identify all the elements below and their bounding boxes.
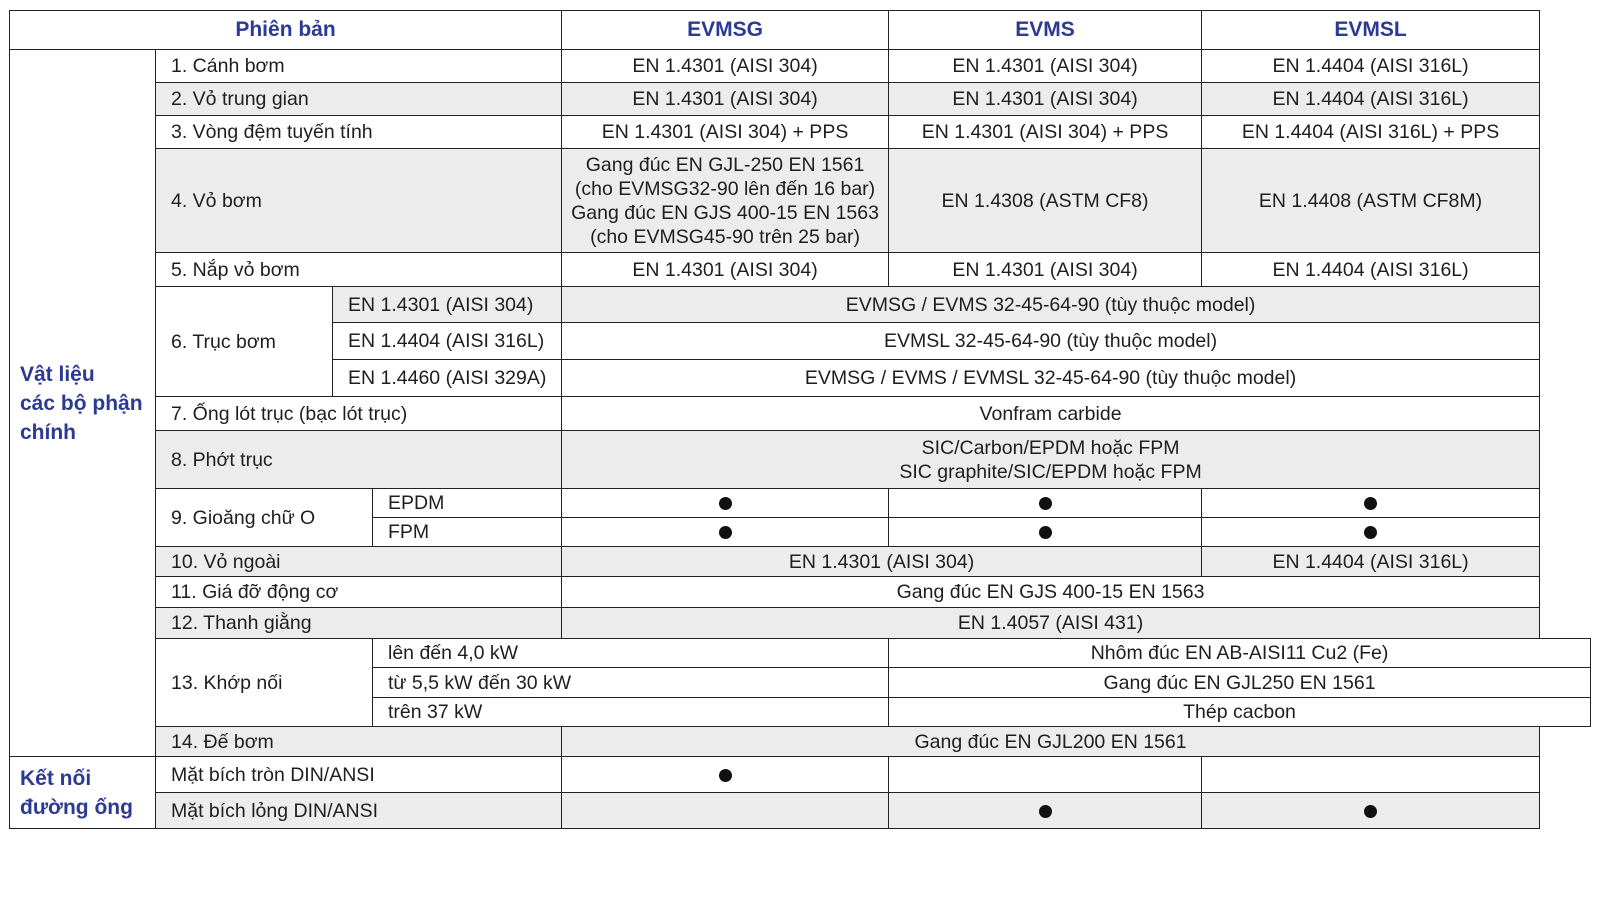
filled-dot-icon (719, 526, 732, 539)
cell-all-models: Gang đúc EN GJL250 EN 1561 (889, 668, 1591, 698)
cell-evmsg (562, 757, 889, 793)
table-row (10, 116, 1591, 149)
cell-evmsl: EN 1.4404 (AISI 316L) (1202, 83, 1540, 116)
sub-label: EN 1.4460 (AISI 329A) (333, 360, 562, 397)
cell-line: SIC graphite/SIC/EPDM hoặc FPM (899, 460, 1202, 483)
cell-evms: EN 1.4301 (AISI 304) (889, 50, 1202, 83)
table-row (10, 757, 1591, 793)
cell-evmsl (1202, 757, 1540, 793)
cell-evms (889, 489, 1202, 518)
cell-evmsg: EN 1.4301 (AISI 304) + PPS (562, 116, 889, 149)
table-row (10, 727, 1591, 757)
group-label-line: Kết nối (20, 766, 92, 790)
cell-evmsl: EN 1.4408 (ASTM CF8M) (1202, 149, 1540, 253)
cell-all-models: EN 1.4057 (AISI 431) (562, 608, 1540, 639)
filled-dot-icon (1039, 805, 1052, 818)
row-label: 12. Thanh giằng (156, 608, 562, 639)
version-header: Phiên bản (10, 11, 562, 50)
cell-line: SIC/Carbon/EPDM hoặc FPM (921, 436, 1180, 459)
cell-evmsl: EN 1.4404 (AISI 316L) (1202, 50, 1540, 83)
filled-dot-icon (1364, 526, 1377, 539)
model-header-evmsl: EVMSL (1202, 11, 1540, 50)
filled-dot-icon (1364, 497, 1377, 510)
cell-all-models: EVMSL 32-45-64-90 (tùy thuộc model) (562, 323, 1540, 360)
sub-label: EPDM (373, 489, 562, 518)
table-row (10, 149, 1591, 253)
cell-line: Gang đúc EN GJS 400-15 EN 1563 (571, 201, 879, 224)
cell-evmsg (562, 489, 889, 518)
cell-evmsg (562, 518, 889, 547)
spec-table (9, 10, 1591, 829)
table-row (10, 608, 1591, 639)
filled-dot-icon (1039, 526, 1052, 539)
table-row (10, 431, 1591, 489)
group-label-line: các bộ phận (20, 391, 143, 415)
table-row (10, 83, 1591, 116)
cell-evmsl: EN 1.4404 (AISI 316L) (1202, 547, 1540, 577)
sub-label: FPM (373, 518, 562, 547)
table-row (10, 287, 1591, 323)
cell-all-models: Gang đúc EN GJS 400-15 EN 1563 (562, 577, 1540, 608)
group-label-connection (10, 757, 156, 829)
cell-evmsl (1202, 489, 1540, 518)
row-label: 4. Vỏ bơm (156, 149, 562, 253)
cell-evmsl: EN 1.4404 (AISI 316L) + PPS (1202, 116, 1540, 149)
row-label: 1. Cánh bơm (156, 50, 562, 83)
cell-evmsl (1202, 793, 1540, 829)
cell-all-models: Vonfram carbide (562, 397, 1540, 431)
row-label: 5. Nắp vỏ bơm (156, 253, 562, 287)
table-row (10, 50, 1591, 83)
group-label-line: đường ống (20, 795, 133, 819)
row-label: 2. Vỏ trung gian (156, 83, 562, 116)
sub-label: lên đến 4,0 kW (373, 639, 889, 668)
cell-evmsg: EN 1.4301 (AISI 304) (562, 253, 889, 287)
row-label: 6. Trục bơm (156, 287, 333, 397)
cell-evmsg (562, 793, 889, 829)
filled-dot-icon (1039, 497, 1052, 510)
row-label: 10. Vỏ ngoài (156, 547, 562, 577)
header-row (10, 11, 1591, 50)
cell-all-models: Gang đúc EN GJL200 EN 1561 (562, 727, 1540, 757)
model-header-evms: EVMS (889, 11, 1202, 50)
sub-label: EN 1.4404 (AISI 316L) (333, 323, 562, 360)
cell-evmsg: EN 1.4301 (AISI 304) (562, 50, 889, 83)
cell-evms (889, 793, 1202, 829)
cell-evms: EN 1.4301 (AISI 304) (889, 83, 1202, 116)
row-label: 3. Vòng đệm tuyến tính (156, 116, 562, 149)
filled-dot-icon (719, 769, 732, 782)
group-label-line: chính (20, 420, 76, 444)
cell-evms: EN 1.4301 (AISI 304) (889, 253, 1202, 287)
cell-all-models: EVMSG / EVMS 32-45-64-90 (tùy thuộc model) (562, 287, 1540, 323)
cell-evms: EN 1.4308 (ASTM CF8) (889, 149, 1202, 253)
table-row (10, 639, 1591, 668)
filled-dot-icon (719, 497, 732, 510)
sub-label: từ 5,5 kW đến 30 kW (373, 668, 889, 698)
model-header-evmsg: EVMSG (562, 11, 889, 50)
row-label: 7. Ống lót trục (bạc lót trục) (156, 397, 562, 431)
cell-all-models: EVMSG / EVMS / EVMSL 32-45-64-90 (tùy thuộc model) (562, 360, 1540, 397)
row-label: Mặt bích tròn DIN/ANSI (156, 757, 562, 793)
cell-evmsl (1202, 518, 1540, 547)
cell-evmsg: EN 1.4301 (AISI 304) (562, 83, 889, 116)
group-label-materials (10, 50, 156, 757)
cell-evms (889, 757, 1202, 793)
cell-all-models (562, 431, 1540, 489)
cell-evmsl: EN 1.4404 (AISI 316L) (1202, 253, 1540, 287)
cell-line: (cho EVMSG45-90 trên 25 bar) (590, 225, 860, 248)
cell-line: Gang đúc EN GJL-250 EN 1561 (585, 153, 865, 176)
table-row (10, 253, 1591, 287)
sub-label: trên 37 kW (373, 698, 889, 727)
cell-evmsg-evms: EN 1.4301 (AISI 304) (562, 547, 1202, 577)
cell-line: (cho EVMSG32-90 lên đến 16 bar) (574, 177, 876, 200)
row-label: Mặt bích lỏng DIN/ANSI (156, 793, 562, 829)
cell-all-models: Nhôm đúc EN AB-AISI11 Cu2 (Fe) (889, 639, 1591, 668)
cell-evms (889, 518, 1202, 547)
cell-all-models: Thép cacbon (889, 698, 1591, 727)
sub-label: EN 1.4301 (AISI 304) (333, 287, 562, 323)
row-label: 11. Giá đỡ động cơ (156, 577, 562, 608)
table-row (10, 547, 1591, 577)
group-label-line: Vật liệu (20, 362, 95, 386)
filled-dot-icon (1364, 805, 1377, 818)
table-row (10, 793, 1591, 829)
cell-evmsg (562, 149, 889, 253)
row-label: 8. Phớt trục (156, 431, 562, 489)
row-label: 14. Đế bơm (156, 727, 562, 757)
table-row (10, 397, 1591, 431)
table-row (10, 489, 1591, 518)
table-row (10, 577, 1591, 608)
row-label: 13. Khớp nối (156, 639, 373, 727)
cell-evms: EN 1.4301 (AISI 304) + PPS (889, 116, 1202, 149)
row-label: 9. Gioăng chữ O (156, 489, 373, 547)
